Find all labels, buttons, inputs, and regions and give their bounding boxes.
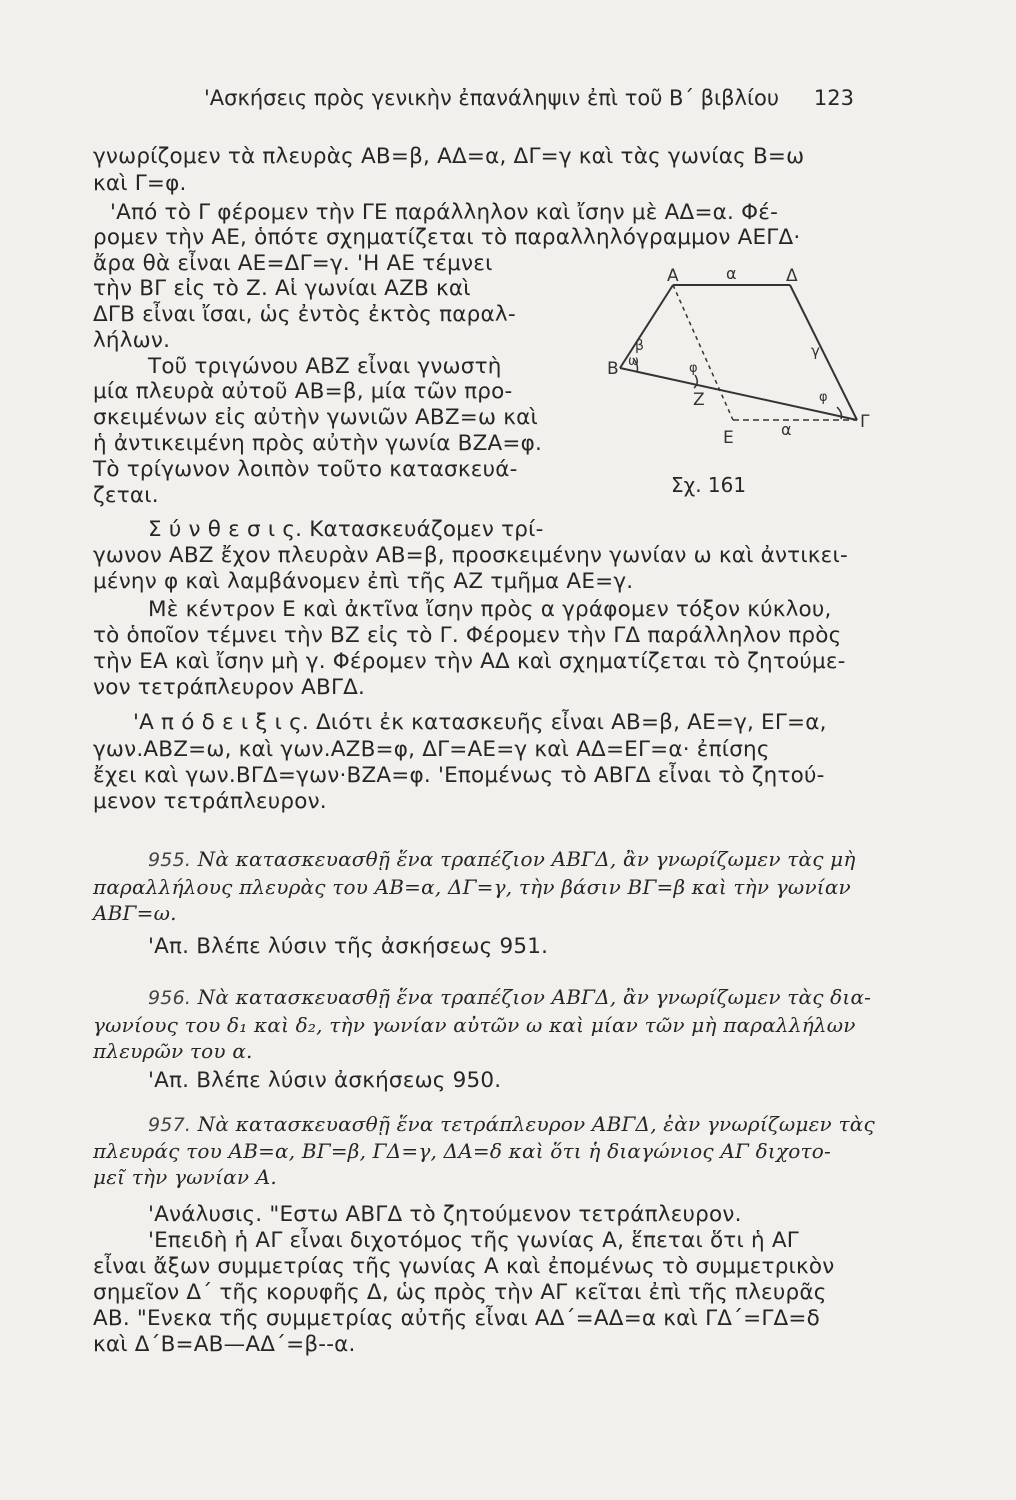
label-phi-z: φ [689, 361, 698, 376]
text-line: μία πλευρὰ αὐτοῦ ΑΒ=β, μία τῶν προ- [93, 379, 513, 404]
text-line: τὸ ὁποῖον τέμνει τὴν ΒΖ εἰς τὸ Γ. Φέρομεν τὴν ΓΔ παράλληλον πρὸς [93, 623, 842, 648]
exercise-number: 956. [148, 987, 192, 1009]
text-line: Σ ύ ν θ ε σ ι ς. Κατασκευάζομεν τρί- [148, 517, 544, 542]
exercise-text: μεῖ τὴν γωνίαν Α. [93, 1165, 277, 1189]
label-a: Α [667, 266, 679, 286]
text-line: τὴν ΒΓ εἰς τὸ Ζ. Αἱ γωνίαι ΑΖΒ καὶ [93, 276, 471, 301]
exercise-text: γωνίους του δ₁ καὶ δ₂, τὴν γωνίαν αὐτῶν ω καὶ μίαν τῶν μὴ παραλλήλων [93, 1013, 856, 1037]
exercise-text: παραλλήλους πλευρὰς του ΑΒ=α, ΔΓ=γ, τὴν βάσιν ΒΓ=β καὶ τὴν γωνίαν [93, 875, 851, 899]
page-number: 123 [813, 86, 854, 110]
text-line: νον τετράπλευρον ΑΒΓΔ. [93, 675, 366, 700]
label-b: Β [607, 359, 619, 379]
text-line: 'Από τὸ Γ φέρομεν τὴν ΓΕ παράλληλον καὶ ἴσην μὲ ΑΔ=α. Φέ- [110, 200, 779, 225]
exercise-number: 957. [148, 1114, 192, 1136]
text-line: σκειμένων εἰς αὐτὴν γωνιῶν ΑΒΖ=ω καὶ [93, 405, 538, 430]
exercise-answer: 'Απ. Βλέπε λύσιν τῆς ἀσκήσεως 951. [148, 934, 549, 959]
text-line: ρομεν τὴν ΑΕ, ὁπότε σχηματίζεται τὸ παραλληλόγραμμον ΑΕΓΔ· [93, 225, 801, 250]
text-line: ΔΓΒ εἶναι ἴσαι, ὡς ἐντὸς ἐκτὸς παραλ- [93, 302, 516, 327]
label-e: Ε [723, 428, 734, 448]
label-alpha-top: α [726, 264, 737, 283]
exercise-957-line [148, 1111, 875, 1138]
exercise-955-line [148, 846, 856, 873]
label-omega: ω [628, 354, 639, 369]
label-phi-g: φ [819, 390, 828, 405]
text-line: ἄρα θὰ εἶναι ΑΕ=ΔΓ=γ. 'Η ΑΕ τέμνει [93, 251, 493, 276]
label-beta: β [635, 338, 644, 354]
text-line: μενον τετράπλευρον. [93, 789, 327, 814]
label-d: Δ [786, 266, 798, 286]
exercise-text: πλευράς του ΑΒ=α, ΒΓ=β, ΓΔ=γ, ΔΑ=δ καὶ ὅτι ἡ διαγώνιος ΑΓ διχοτο- [93, 1139, 831, 1163]
label-z: Ζ [693, 390, 705, 410]
analysis-line: 'Ανάλυσις. "Εστω ΑΒΓΔ τὸ ζητούμενον τετράπλευρον. [148, 1202, 742, 1227]
text-line: 'Α π ό δ ε ι ξ ι ς. Διότι ἐκ κατασκευῆς εἶναι ΑΒ=β, ΑΕ=γ, ΕΓ=α, [133, 710, 827, 735]
angle-phi-z-arc [694, 375, 697, 388]
exercise-text: Νὰ κατασκευασθῇ ἕνα τραπέζιον ΑΒΓΔ, ἂν γνωρίζωμεν τὰς μὴ [197, 847, 856, 871]
exercise-text: Νὰ κατασκευασθῇ ἕνα τετράπλευρον ΑΒΓΔ, ἐὰν γνωρίζωμεν τὰς [197, 1112, 875, 1136]
running-header [204, 86, 854, 116]
exercise-text: πλευρῶν του α. [93, 1039, 253, 1063]
label-gamma: γ [811, 342, 820, 360]
text-line: ἡ ἀντικειμένη πρὸς αὐτὴν γωνία ΒΖΑ=φ. [93, 431, 543, 456]
analysis-line: σημεῖον Δ΄ τῆς κορυφῆς Δ, ὡς πρὸς τὴν ΑΓ κεῖται ἐπὶ τῆς πλευρᾶς [93, 1280, 827, 1305]
exercise-number: 955. [148, 849, 192, 871]
text-line: καὶ Γ=φ. [93, 171, 187, 196]
exercise-answer: 'Απ. Βλέπε λύσιν ἀσκήσεως 950. [148, 1068, 502, 1093]
exercise-956-line [148, 984, 871, 1011]
analysis-line: 'Επειδὴ ἡ ΑΓ εἶναι διχοτόμος τῆς γωνίας Α, ἕπεται ὅτι ἡ ΑΓ [148, 1228, 799, 1253]
running-title: 'Ασκήσεις πρὸς γενικὴν ἐπανάληψιν ἐπὶ τοῦ Β΄ βιβλίου [204, 86, 780, 110]
text-line: Τοῦ τριγώνου ΑΒΖ εἶναι γνωστὴ [148, 354, 502, 379]
exercise-text: Νὰ κατασκευασθῇ ἕνα τραπέζιον ΑΒΓΔ, ἂν γνωρίζωμεν τὰς δια- [197, 985, 872, 1009]
label-g: Γ [860, 412, 870, 432]
analysis-line: ΑΒ. "Ενεκα τῆς συμμετρίας αὐτῆς εἶναι ΑΔ΄=ΑΔ=α καὶ ΓΔ΄=ΓΔ=δ [93, 1306, 820, 1331]
exercise-text: ΑΒΓ=ω. [93, 901, 177, 925]
text-line: μένην φ καὶ λαμβάνομεν ἐπὶ τῆς ΑΖ τμῆμα ΑΕ=γ. [93, 569, 634, 594]
label-alpha-bottom: α [781, 420, 792, 439]
text-line: ἔχει καὶ γων.ΒΓΔ=γων·ΒΖΑ=φ. 'Επομένως τὸ ΑΒΓΔ εἶναι τὸ ζητού- [93, 763, 825, 788]
text-line: Μὲ κέντρον Ε καὶ ἀκτῖνα ἴσην πρὸς α γράφομεν τόξον κύκλου, [148, 597, 832, 622]
analysis-line: εἶναι ἄξων συμμετρίας τῆς γωνίας Α καὶ ἐπομένως τὸ συμμετρικὸν [93, 1254, 835, 1279]
text-line: γων.ΑΒΖ=ω, καὶ γων.ΑΖΒ=φ, ΔΓ=ΑΕ=γ καὶ ΑΔ=ΕΓ=α· ἐπίσης [93, 737, 770, 762]
text-line: ζεται. [93, 483, 159, 508]
text-line: γωνον ΑΒΖ ἔχον πλευρὰν ΑΒ=β, προσκειμένην γωνίαν ω καὶ ἀντικει- [93, 543, 848, 568]
figure-caption: Σχ. 161 [671, 473, 747, 497]
text-line: γνωρίζομεν τὰ πλευρὰς ΑΒ=β, ΑΔ=α, ΔΓ=γ καὶ τὰς γωνίας Β=ω [93, 144, 805, 169]
text-line: λήλων. [93, 328, 171, 353]
text-line: τὴν ΕΑ καὶ ἴσην μὴ γ. Φέρομεν τὴν ΑΔ καὶ σχηματίζεται τὸ ζητούμε- [93, 649, 846, 674]
analysis-line: καὶ Δ΄Β=ΑΒ—ΑΔ΄=β--α. [93, 1332, 356, 1357]
angle-phi-g-arc [837, 407, 842, 419]
text-line: Τὸ τρίγωνον λοιπὸν τοῦτο κατασκευά- [93, 457, 518, 482]
